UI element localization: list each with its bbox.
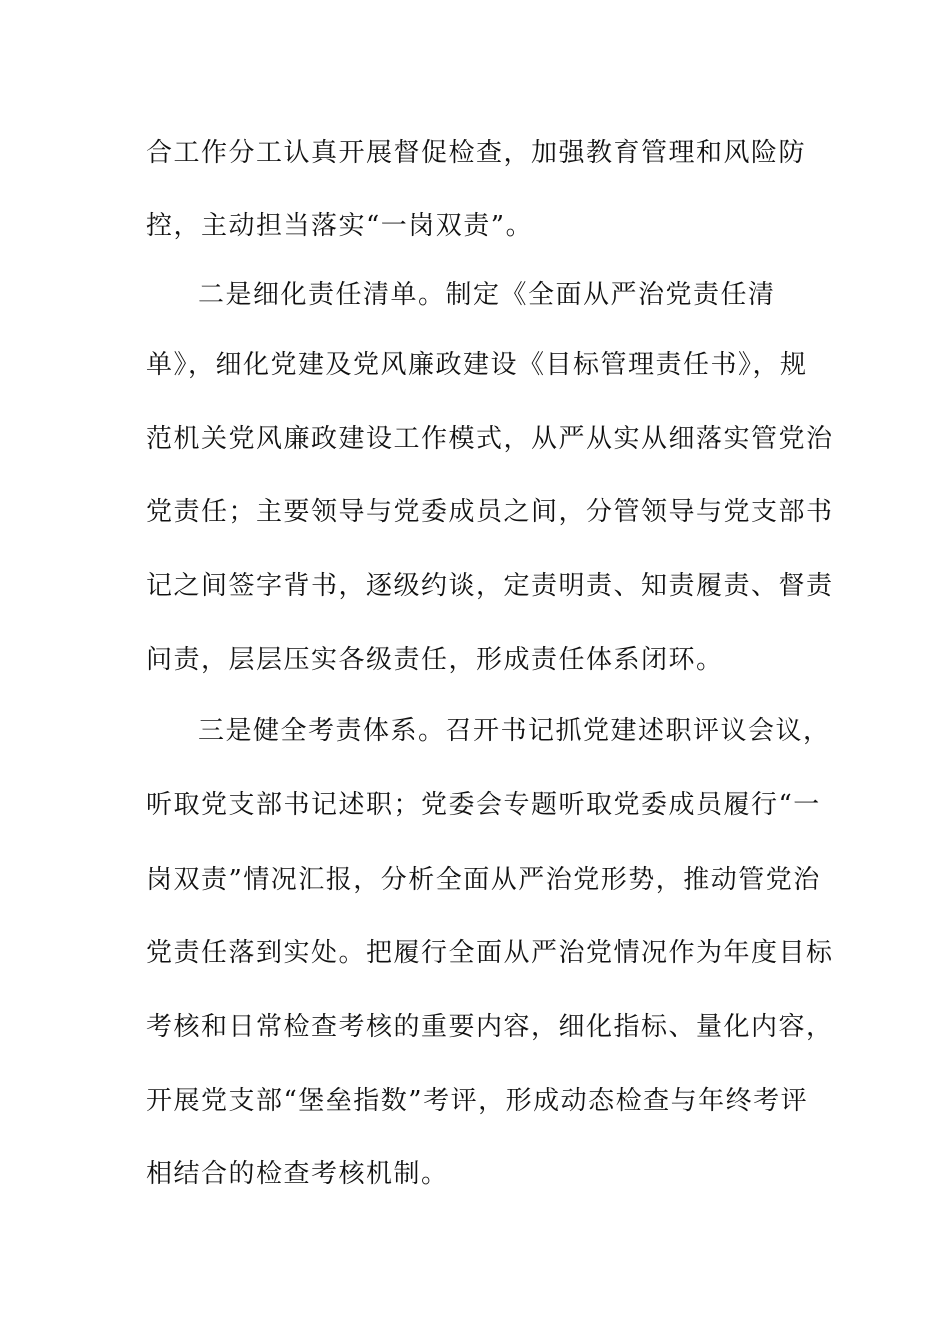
- text-line: 听取党支部书记述职；党委会专题听取党委成员履行“一: [146, 790, 821, 820]
- text-line: 范机关党风廉政建设工作模式，从严从实从细落实管党治: [146, 424, 834, 454]
- text-line: 考核和日常检查考核的重要内容，细化指标、量化内容，: [146, 1012, 834, 1042]
- paragraph-start-line: 三是健全考责体系。召开书记抓党建述职评议会议，: [198, 716, 831, 746]
- text-line: 岗双责”情况汇报，分析全面从严治党形势，推动管党治: [146, 865, 821, 895]
- text-line: 单》，细化党建及党风廉政建设《目标管理责任书》，规: [146, 350, 808, 380]
- text-line: 相结合的检查考核机制。: [146, 1159, 449, 1189]
- text-line: 控，主动担当落实“一岗双责”。: [146, 211, 534, 241]
- text-line: 党责任；主要领导与党委成员之间，分管领导与党支部书: [146, 497, 834, 527]
- text-line: 党责任落到实处。把履行全面从严治党情况作为年度目标: [146, 938, 834, 968]
- text-line: 问责，层层压实各级责任，形成责任体系闭环。: [146, 645, 724, 675]
- text-line: 记之间签字背书，逐级约谈，定责明责、知责履责、督责: [146, 571, 834, 601]
- text-line: 开展党支部“堡垒指数”考评，形成动态检查与年终考评: [146, 1086, 809, 1116]
- paragraph-start-line: 二是细化责任清单。制定《全面从严治党责任清: [198, 280, 776, 310]
- text-line: 合工作分工认真开展督促检查，加强教育管理和风险防: [146, 138, 807, 168]
